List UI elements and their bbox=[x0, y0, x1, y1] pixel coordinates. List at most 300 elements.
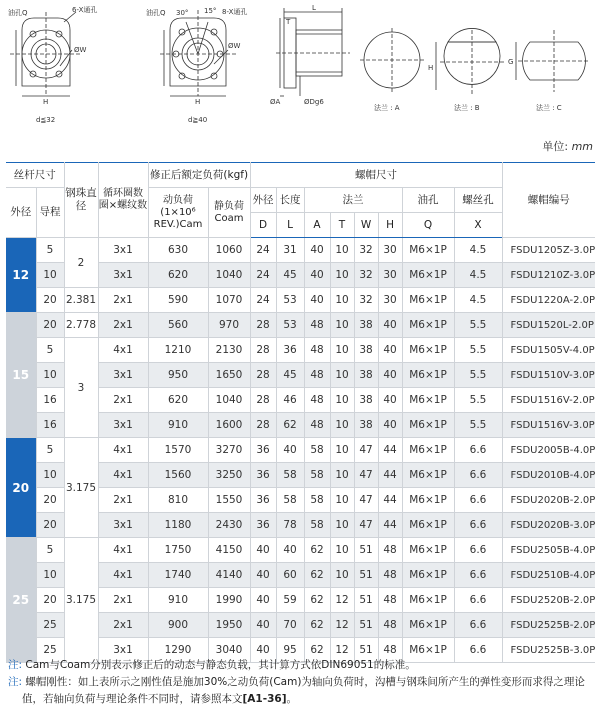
cell-lead: 5 bbox=[36, 338, 64, 363]
cell-q: M6×1P bbox=[402, 613, 454, 638]
cell-x: 5.5 bbox=[454, 388, 502, 413]
cell-d: 40 bbox=[250, 588, 276, 613]
note-1 bbox=[8, 657, 594, 674]
cell-coam: 1070 bbox=[208, 288, 250, 313]
cell-coam: 3040 bbox=[208, 638, 250, 663]
cell-x: 4.5 bbox=[454, 238, 502, 263]
header-sub-q: Q bbox=[402, 213, 454, 238]
cell-circ: 3x1 bbox=[98, 238, 148, 263]
cell-coam: 1550 bbox=[208, 488, 250, 513]
cell-cam: 900 bbox=[148, 613, 208, 638]
flange-type-c-drawing bbox=[516, 30, 590, 92]
cell-d: 40 bbox=[250, 538, 276, 563]
cell-l: 60 bbox=[276, 563, 304, 588]
cell-l: 95 bbox=[276, 638, 304, 663]
cell-l: 45 bbox=[276, 263, 304, 288]
cell-d: 28 bbox=[250, 338, 276, 363]
note-1-text: Cam与Coam分别表示修正后的动态与静态负载，其计算方式依DIN69051的标准。 bbox=[25, 659, 416, 671]
cell-code: FSDU2505B-4.0P bbox=[502, 538, 595, 563]
cell-a: 62 bbox=[304, 588, 330, 613]
cell-ball-diameter: 2.381 bbox=[64, 288, 98, 313]
cell-d: 24 bbox=[250, 288, 276, 313]
flange-b-h-label: H bbox=[428, 64, 434, 72]
cell-h: 30 bbox=[378, 263, 402, 288]
fig3-t-label: T bbox=[286, 18, 291, 26]
cell-circ: 2x1 bbox=[98, 288, 148, 313]
fig1-x-holes-label: 6-X通孔 bbox=[72, 6, 98, 14]
cell-d: 36 bbox=[250, 438, 276, 463]
cell-circ: 4x1 bbox=[98, 463, 148, 488]
cell-q: M6×1P bbox=[402, 338, 454, 363]
cell-code: FSDU2510B-4.0P bbox=[502, 563, 595, 588]
cell-code: FSDU1505V-4.0P bbox=[502, 338, 595, 363]
cell-t: 10 bbox=[330, 338, 354, 363]
cell-h: 48 bbox=[378, 638, 402, 663]
group-outer-diameter: 25 bbox=[6, 538, 36, 663]
fig2-caption: d≧40 bbox=[188, 116, 208, 124]
cell-l: 53 bbox=[276, 313, 304, 338]
cell-d: 36 bbox=[250, 513, 276, 538]
table-row bbox=[6, 238, 595, 263]
cell-cam: 1180 bbox=[148, 513, 208, 538]
header-oil-hole: 油孔 bbox=[402, 188, 454, 213]
fig3-a-label: ØA bbox=[270, 98, 281, 106]
cell-cam: 1210 bbox=[148, 338, 208, 363]
cell-l: 45 bbox=[276, 363, 304, 388]
cell-q: M6×1P bbox=[402, 488, 454, 513]
cell-circ: 4x1 bbox=[98, 563, 148, 588]
cell-code: FSDU1520L-2.0P bbox=[502, 313, 595, 338]
cell-x: 6.6 bbox=[454, 613, 502, 638]
cell-circ: 3x1 bbox=[98, 363, 148, 388]
cell-d: 36 bbox=[250, 488, 276, 513]
cell-w: 32 bbox=[354, 288, 378, 313]
cell-circ: 4x1 bbox=[98, 438, 148, 463]
cell-h: 40 bbox=[378, 413, 402, 438]
cell-lead: 25 bbox=[36, 613, 64, 638]
cell-h: 30 bbox=[378, 238, 402, 263]
cell-h: 48 bbox=[378, 588, 402, 613]
group-outer-diameter: 20 bbox=[6, 438, 36, 538]
fig1-caption: d≦32 bbox=[36, 116, 56, 124]
table-row bbox=[6, 338, 595, 363]
cell-w: 38 bbox=[354, 313, 378, 338]
cell-lead: 20 bbox=[36, 313, 64, 338]
cell-d: 28 bbox=[250, 313, 276, 338]
cell-t: 10 bbox=[330, 413, 354, 438]
technical-drawings bbox=[0, 0, 601, 128]
header-sub-w: W bbox=[354, 213, 378, 238]
cell-l: 59 bbox=[276, 588, 304, 613]
cell-w: 47 bbox=[354, 488, 378, 513]
cell-lead: 10 bbox=[36, 263, 64, 288]
cell-x: 6.6 bbox=[454, 513, 502, 538]
cell-a: 48 bbox=[304, 363, 330, 388]
cell-d: 36 bbox=[250, 463, 276, 488]
cell-code: FSDU2010B-4.0P bbox=[502, 463, 595, 488]
note-2 bbox=[8, 674, 594, 708]
fig1-w-label: ØW bbox=[74, 46, 87, 54]
cell-t: 10 bbox=[330, 538, 354, 563]
header-sub-x: X bbox=[454, 213, 502, 238]
cell-d: 40 bbox=[250, 613, 276, 638]
cell-a: 58 bbox=[304, 438, 330, 463]
flange-type-a-drawing bbox=[360, 28, 424, 92]
unit-label bbox=[542, 138, 593, 154]
cell-l: 58 bbox=[276, 463, 304, 488]
fig3-d-label: ØDg6 bbox=[304, 98, 324, 106]
cell-l: 46 bbox=[276, 388, 304, 413]
fig2-oil-hole-label: 油孔Q bbox=[146, 9, 166, 17]
cell-q: M6×1P bbox=[402, 363, 454, 388]
cell-l: 62 bbox=[276, 413, 304, 438]
nut-drawing-d-ge-40 bbox=[160, 10, 236, 96]
cell-w: 51 bbox=[354, 588, 378, 613]
fig2-x-holes-label: 8-X通孔 bbox=[222, 8, 248, 16]
header-sub-h: H bbox=[378, 213, 402, 238]
cell-t: 10 bbox=[330, 388, 354, 413]
header-nut-size: 螺帽尺寸 bbox=[250, 163, 502, 188]
cell-x: 6.6 bbox=[454, 638, 502, 663]
cell-coam: 1650 bbox=[208, 363, 250, 388]
cell-d: 24 bbox=[250, 238, 276, 263]
cell-h: 48 bbox=[378, 563, 402, 588]
cell-h: 44 bbox=[378, 513, 402, 538]
cell-q: M6×1P bbox=[402, 513, 454, 538]
cell-circ: 2x1 bbox=[98, 588, 148, 613]
cell-code: FSDU1516V-3.0P bbox=[502, 413, 595, 438]
cell-lead: 20 bbox=[36, 513, 64, 538]
cell-w: 47 bbox=[354, 438, 378, 463]
cell-a: 58 bbox=[304, 513, 330, 538]
flange-a-label: 法兰 : A bbox=[374, 104, 400, 112]
cell-q: M6×1P bbox=[402, 263, 454, 288]
flange-c-label: 法兰 : C bbox=[536, 104, 562, 112]
cell-code: FSDU1516V-2.0P bbox=[502, 388, 595, 413]
fig1-h-label: H bbox=[43, 98, 49, 106]
cell-w: 51 bbox=[354, 563, 378, 588]
note-2-text: 螺帽刚性：如上表所示之刚性值是施加30%之动负荷(Cam)为轴向负荷时，沟槽与钢珠间所产生的弹性变形而求得之理论值，若轴向负荷与理论条件不同时，请参照本文 bbox=[22, 676, 585, 705]
header-sub-l: L bbox=[276, 213, 304, 238]
cell-x: 6.6 bbox=[454, 538, 502, 563]
header-flange: 法兰 bbox=[304, 188, 402, 213]
cell-q: M6×1P bbox=[402, 563, 454, 588]
cell-w: 51 bbox=[354, 638, 378, 663]
header-static: 静负荷Coam bbox=[208, 188, 250, 238]
cell-lead: 5 bbox=[36, 538, 64, 563]
cell-h: 44 bbox=[378, 438, 402, 463]
flange-type-b-drawing bbox=[436, 28, 504, 94]
note-2-end: 。 bbox=[286, 693, 297, 705]
cell-t: 10 bbox=[330, 288, 354, 313]
header-bolt-hole: 螺丝孔 bbox=[454, 188, 502, 213]
cell-cam: 950 bbox=[148, 363, 208, 388]
cell-w: 38 bbox=[354, 413, 378, 438]
cell-ball-diameter: 3 bbox=[64, 338, 98, 438]
cell-circ: 4x1 bbox=[98, 338, 148, 363]
note-1-mark: 注: bbox=[8, 659, 23, 671]
cell-x: 4.5 bbox=[454, 288, 502, 313]
cell-t: 10 bbox=[330, 313, 354, 338]
cell-circ: 2x1 bbox=[98, 388, 148, 413]
cell-t: 12 bbox=[330, 613, 354, 638]
cell-t: 12 bbox=[330, 588, 354, 613]
cell-circ: 2x1 bbox=[98, 488, 148, 513]
cell-lead: 20 bbox=[36, 288, 64, 313]
header-sub-d: D bbox=[250, 213, 276, 238]
cell-lead: 5 bbox=[36, 238, 64, 263]
cell-cam: 630 bbox=[148, 238, 208, 263]
cell-ball-diameter: 3.175 bbox=[64, 438, 98, 538]
cell-a: 62 bbox=[304, 638, 330, 663]
cell-code: FSDU2020B-2.0P bbox=[502, 488, 595, 513]
note-2-ref: [A1-36] bbox=[242, 693, 287, 705]
cell-coam: 3250 bbox=[208, 463, 250, 488]
cell-code: FSDU2520B-2.0P bbox=[502, 588, 595, 613]
cell-circ: 2x1 bbox=[98, 613, 148, 638]
cell-d: 28 bbox=[250, 413, 276, 438]
cell-x: 5.5 bbox=[454, 363, 502, 388]
cell-l: 70 bbox=[276, 613, 304, 638]
fig3-l-label: L bbox=[312, 4, 316, 12]
spec-table-body bbox=[6, 238, 595, 663]
cell-x: 6.6 bbox=[454, 488, 502, 513]
cell-d: 24 bbox=[250, 263, 276, 288]
cell-lead: 5 bbox=[36, 438, 64, 463]
cell-coam: 3270 bbox=[208, 438, 250, 463]
cell-h: 30 bbox=[378, 288, 402, 313]
fig2-angle2-label: 15° bbox=[204, 7, 217, 15]
flange-c-g-label: G bbox=[508, 58, 514, 66]
cell-code: FSDU2525B-2.0P bbox=[502, 613, 595, 638]
cell-x: 5.5 bbox=[454, 413, 502, 438]
cell-lead: 20 bbox=[36, 588, 64, 613]
unit-text: 单位: bbox=[542, 140, 569, 153]
cell-code: FSDU1210Z-3.0P bbox=[502, 263, 595, 288]
cell-h: 40 bbox=[378, 363, 402, 388]
cell-ball-diameter: 2.778 bbox=[64, 313, 98, 338]
nut-drawing-d-le-32 bbox=[10, 12, 82, 96]
group-outer-diameter: 12 bbox=[6, 238, 36, 313]
cell-lead: 16 bbox=[36, 388, 64, 413]
cell-circ: 3x1 bbox=[98, 638, 148, 663]
cell-cam: 620 bbox=[148, 388, 208, 413]
cell-code: FSDU1510V-3.0P bbox=[502, 363, 595, 388]
cell-a: 58 bbox=[304, 488, 330, 513]
cell-q: M6×1P bbox=[402, 438, 454, 463]
cell-q: M6×1P bbox=[402, 538, 454, 563]
cell-l: 58 bbox=[276, 488, 304, 513]
cell-t: 10 bbox=[330, 463, 354, 488]
cell-x: 6.6 bbox=[454, 463, 502, 488]
cell-x: 6.6 bbox=[454, 588, 502, 613]
cell-l: 78 bbox=[276, 513, 304, 538]
cell-lead: 20 bbox=[36, 488, 64, 513]
cell-cam: 1560 bbox=[148, 463, 208, 488]
cell-a: 40 bbox=[304, 238, 330, 263]
cell-circ: 3x1 bbox=[98, 413, 148, 438]
cell-x: 5.5 bbox=[454, 338, 502, 363]
cell-w: 47 bbox=[354, 513, 378, 538]
cell-a: 62 bbox=[304, 538, 330, 563]
header-lead: 导程 bbox=[36, 188, 64, 238]
table-row bbox=[6, 538, 595, 563]
cell-w: 38 bbox=[354, 363, 378, 388]
cell-h: 40 bbox=[378, 338, 402, 363]
cell-lead: 10 bbox=[36, 463, 64, 488]
header-sub-a: A bbox=[304, 213, 330, 238]
cell-cam: 810 bbox=[148, 488, 208, 513]
cell-cam: 910 bbox=[148, 413, 208, 438]
cell-q: M6×1P bbox=[402, 413, 454, 438]
cell-w: 51 bbox=[354, 538, 378, 563]
cell-w: 32 bbox=[354, 263, 378, 288]
cell-q: M6×1P bbox=[402, 238, 454, 263]
cell-code: FSDU1205Z-3.0P bbox=[502, 238, 595, 263]
cell-ball-diameter: 3.175 bbox=[64, 538, 98, 663]
cell-code: FSDU2005B-4.0P bbox=[502, 438, 595, 463]
cell-l: 53 bbox=[276, 288, 304, 313]
cell-coam: 4140 bbox=[208, 563, 250, 588]
cell-code: FSDU1220A-2.0P bbox=[502, 288, 595, 313]
header-od: 外径 bbox=[6, 188, 36, 238]
cell-cam: 910 bbox=[148, 588, 208, 613]
cell-d: 40 bbox=[250, 638, 276, 663]
unit-value: mm bbox=[571, 140, 593, 153]
flange-b-label: 法兰 : B bbox=[454, 104, 480, 112]
cell-t: 10 bbox=[330, 513, 354, 538]
cell-t: 10 bbox=[330, 363, 354, 388]
cell-ball-diameter: 2 bbox=[64, 238, 98, 288]
cell-coam: 970 bbox=[208, 313, 250, 338]
cell-q: M6×1P bbox=[402, 588, 454, 613]
cell-t: 12 bbox=[330, 638, 354, 663]
cell-a: 48 bbox=[304, 338, 330, 363]
cell-x: 4.5 bbox=[454, 263, 502, 288]
notes bbox=[8, 657, 594, 708]
cell-q: M6×1P bbox=[402, 313, 454, 338]
cell-circ: 4x1 bbox=[98, 538, 148, 563]
cell-cam: 1570 bbox=[148, 438, 208, 463]
fig1-oil-hole-label: 油孔Q bbox=[8, 9, 28, 17]
ball-screw-nut-spec-table bbox=[6, 162, 595, 663]
header-length: 长度 bbox=[276, 188, 304, 213]
cell-d: 40 bbox=[250, 563, 276, 588]
cell-circ: 3x1 bbox=[98, 513, 148, 538]
cell-h: 40 bbox=[378, 313, 402, 338]
cell-cam: 1750 bbox=[148, 538, 208, 563]
cell-coam: 1600 bbox=[208, 413, 250, 438]
table-row bbox=[6, 438, 595, 463]
cell-d: 28 bbox=[250, 363, 276, 388]
cell-coam: 2130 bbox=[208, 338, 250, 363]
header-circuits: 循环圈数圈×螺纹数 bbox=[98, 163, 148, 238]
cell-coam: 1040 bbox=[208, 388, 250, 413]
header-nut-code: 螺帽编号 bbox=[502, 163, 595, 238]
cell-x: 6.6 bbox=[454, 563, 502, 588]
cell-h: 48 bbox=[378, 613, 402, 638]
cell-lead: 16 bbox=[36, 413, 64, 438]
cell-a: 62 bbox=[304, 563, 330, 588]
cell-w: 38 bbox=[354, 388, 378, 413]
cell-coam: 1060 bbox=[208, 238, 250, 263]
cell-coam: 1950 bbox=[208, 613, 250, 638]
cell-q: M6×1P bbox=[402, 388, 454, 413]
cell-d: 28 bbox=[250, 388, 276, 413]
cell-cam: 620 bbox=[148, 263, 208, 288]
table-row bbox=[6, 313, 595, 338]
header-screw-size: 丝杆尺寸 bbox=[6, 163, 64, 188]
cell-code: FSDU2020B-3.0P bbox=[502, 513, 595, 538]
cell-t: 10 bbox=[330, 438, 354, 463]
cell-q: M6×1P bbox=[402, 463, 454, 488]
header-rated-load: 修正后额定负荷(kgf) bbox=[148, 163, 250, 188]
cell-h: 48 bbox=[378, 538, 402, 563]
cell-cam: 590 bbox=[148, 288, 208, 313]
cell-l: 40 bbox=[276, 438, 304, 463]
cell-t: 10 bbox=[330, 263, 354, 288]
cell-l: 36 bbox=[276, 338, 304, 363]
header-nut-od: 外径 bbox=[250, 188, 276, 213]
cell-circ: 2x1 bbox=[98, 313, 148, 338]
cell-a: 62 bbox=[304, 613, 330, 638]
cell-coam: 1040 bbox=[208, 263, 250, 288]
cell-t: 10 bbox=[330, 238, 354, 263]
cell-q: M6×1P bbox=[402, 288, 454, 313]
cell-a: 48 bbox=[304, 388, 330, 413]
cell-cam: 1740 bbox=[148, 563, 208, 588]
cell-w: 38 bbox=[354, 338, 378, 363]
cell-h: 44 bbox=[378, 463, 402, 488]
cell-q: M6×1P bbox=[402, 638, 454, 663]
cell-lead: 10 bbox=[36, 363, 64, 388]
cell-a: 40 bbox=[304, 263, 330, 288]
cell-circ: 3x1 bbox=[98, 263, 148, 288]
cell-lead: 25 bbox=[36, 638, 64, 663]
cell-w: 51 bbox=[354, 613, 378, 638]
fig2-angle1-label: 30° bbox=[176, 9, 189, 17]
cell-h: 40 bbox=[378, 388, 402, 413]
cell-w: 32 bbox=[354, 238, 378, 263]
cell-t: 10 bbox=[330, 488, 354, 513]
header-dynamic: 动负荷(1×10⁶ REV.)Cam bbox=[148, 188, 208, 238]
note-2-mark: 注: bbox=[8, 676, 23, 688]
cell-a: 48 bbox=[304, 313, 330, 338]
cell-a: 58 bbox=[304, 463, 330, 488]
cell-w: 47 bbox=[354, 463, 378, 488]
cell-cam: 1290 bbox=[148, 638, 208, 663]
cell-x: 6.6 bbox=[454, 438, 502, 463]
cell-code: FSDU2525B-3.0P bbox=[502, 638, 595, 663]
cell-a: 40 bbox=[304, 288, 330, 313]
header-ball-dia: 钢珠直径 bbox=[64, 163, 98, 238]
group-outer-diameter: 15 bbox=[6, 313, 36, 438]
cell-x: 5.5 bbox=[454, 313, 502, 338]
cell-t: 10 bbox=[330, 563, 354, 588]
cell-coam: 4150 bbox=[208, 538, 250, 563]
fig2-h-label: H bbox=[195, 98, 201, 106]
header-sub-t: T bbox=[330, 213, 354, 238]
fig2-w-label: ØW bbox=[228, 42, 241, 50]
cell-h: 44 bbox=[378, 488, 402, 513]
cell-l: 31 bbox=[276, 238, 304, 263]
table-row bbox=[6, 288, 595, 313]
cell-coam: 2430 bbox=[208, 513, 250, 538]
cell-lead: 10 bbox=[36, 563, 64, 588]
cell-cam: 560 bbox=[148, 313, 208, 338]
cell-l: 40 bbox=[276, 538, 304, 563]
cell-a: 48 bbox=[304, 413, 330, 438]
